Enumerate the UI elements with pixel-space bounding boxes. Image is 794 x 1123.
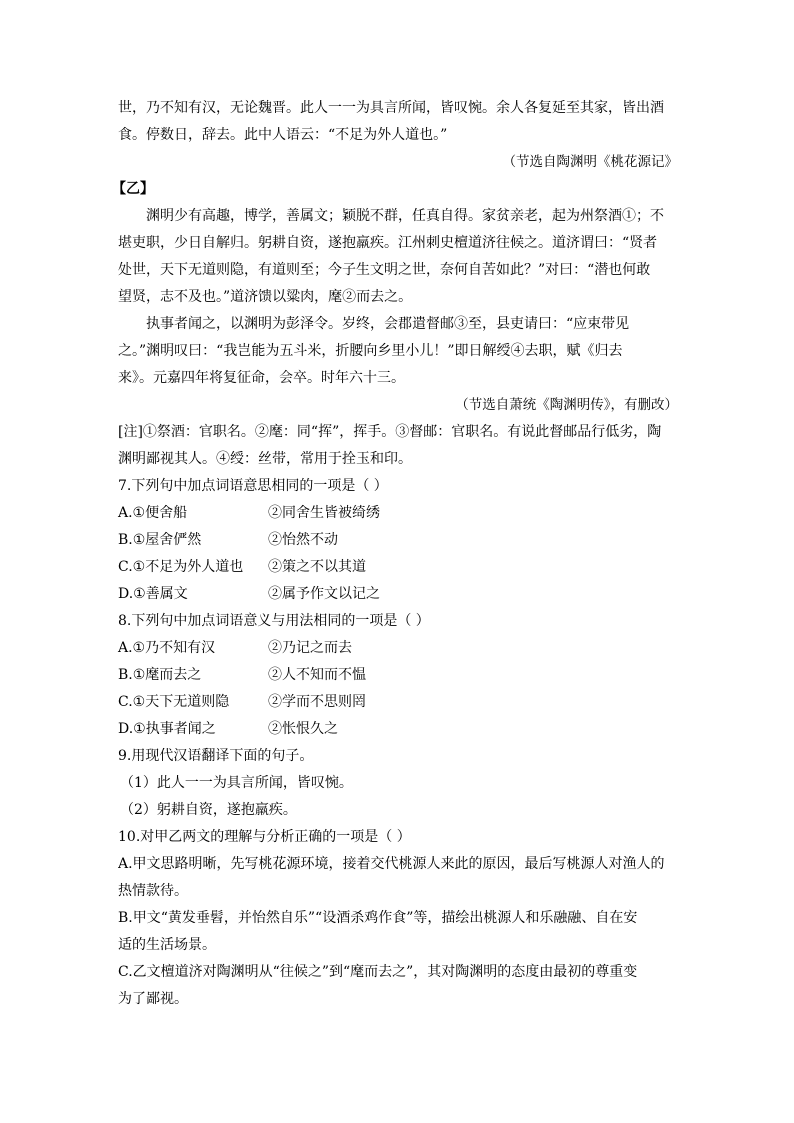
exam-page: [112, 95, 678, 1013]
question-7-option-c[interactable]: [118, 554, 678, 581]
question-9-stem: 9.用现代汉语翻译下面的句子。: [118, 748, 314, 764]
notes-line: 渊明鄙视其人。④绶：丝带，常用于拴玉和印。: [118, 451, 412, 467]
option-left: B.①屋舍俨然: [118, 532, 202, 548]
question-10-option-b[interactable]: B.甲文“黄发垂髫，并怡然自乐”“设酒杀鸡作食”等，描绘出桃源人和乐融融、自在安: [118, 910, 638, 926]
yi-para2-line: 执事者闻之，以渊明为彭泽令。岁终，会郡遣督邮③至，县吏请曰：“应束带见: [146, 316, 630, 332]
notes-line: [注]①祭酒：官职名。②麾：同“挥”，挥手。③督邮：官职名。有说此督邮品行低劣，陶: [118, 424, 662, 440]
yi-para1-line: 望贤，志不及也。”道济馈以粱肉，麾②而去之。: [118, 289, 413, 305]
question-10-option-a-cont: 热情款待。: [118, 883, 188, 899]
question-10-stem: 10.对甲乙两文的理解与分析正确的一项是（ ）: [118, 829, 411, 845]
yi-para1-line: 处世，天下无道则隐，有道则至；今子生文明之世，奈何自苦如此？”对曰：“潜也何敢: [118, 262, 651, 278]
option-right: ②学而不思则罔: [268, 694, 366, 710]
question-7-option-a[interactable]: [118, 500, 678, 527]
option-right: ②乃记之而去: [268, 640, 352, 656]
question-10-option-b-cont: 适的生活场景。: [118, 937, 216, 953]
option-right: ②怅恨久之: [268, 721, 338, 737]
option-right: ②同舍生皆被绮绣: [268, 505, 380, 521]
option-right: ②怡然不动: [268, 532, 338, 548]
question-8-option-c[interactable]: [118, 689, 678, 716]
question-8-option-a[interactable]: [118, 635, 678, 662]
question-8-option-b[interactable]: [118, 662, 678, 689]
yi-para1-line: 渊明少有高趣，博学，善属文；颖脱不群，任真自得。家贫亲老，起为州祭酒①；不: [146, 208, 664, 224]
option-left: C.①天下无道则隐: [118, 694, 230, 710]
question-10-option-a[interactable]: A.甲文思路明晰，先写桃花源环境，接着交代桃源人来此的原因，最后写桃源人对渔人的: [118, 856, 665, 872]
question-7-option-d[interactable]: [118, 581, 678, 608]
option-left: C.①不足为外人道也: [118, 559, 244, 575]
option-right: ②人不知而不愠: [268, 667, 366, 683]
option-left: B.①麾而去之: [118, 667, 202, 683]
yi-heading: 【乙】: [112, 181, 154, 197]
yi-source: （节选自萧统《陶渊明传》，有删改）: [455, 397, 678, 413]
yi-para2-line: 来》。元嘉四年将复征命，会卒。时年六十三。: [118, 370, 405, 386]
jia-text-line: 食。停数日，辞去。此中人语云：“不足为外人道也。”: [118, 127, 448, 143]
question-7-option-b[interactable]: [118, 527, 678, 554]
jia-text-line: 世，乃不知有汉，无论魏晋。此人一一为具言所闻，皆叹惋。余人各复延至其家，皆出酒: [118, 100, 664, 116]
option-right: ②属予作文以记之: [268, 586, 380, 602]
option-right: ②策之不以其道: [268, 559, 366, 575]
yi-para2-line: 之。”渊明叹曰：“我岂能为五斗米，折腰向乡里小儿！”即日解绶④去职，赋《归去: [118, 343, 623, 359]
question-10-option-c-cont: 为了鄙视。: [118, 991, 188, 1007]
option-left: D.①善属文: [118, 586, 188, 602]
option-left: A.①便舍船: [118, 505, 188, 521]
question-7-stem: 7.下列句中加点词语意思相同的一项是（ ）: [118, 478, 388, 494]
option-left: A.①乃不知有汉: [118, 640, 216, 656]
question-9-item: （2）躬耕自资，遂抱羸疾。: [120, 802, 297, 818]
option-left: D.①执事者闻之: [118, 721, 216, 737]
jia-source: （节选自陶渊明《桃花源记》: [502, 154, 678, 170]
yi-para1-line: 堪吏职，少日自解归。躬耕自资，遂抱羸疾。江州刺史檀道济往候之。道济谓曰：“贤者: [118, 235, 658, 251]
question-9-item: （1）此人一一为具言所闻，皆叹惋。: [120, 775, 353, 791]
question-10-option-c[interactable]: C.乙文檀道济对陶渊明从“往候之”到“麾而去之”，其对陶渊明的态度由最初的尊重变: [118, 964, 638, 980]
question-8-stem: 8.下列句中加点词语意义与用法相同的一项是（ ）: [118, 613, 430, 629]
question-8-option-d[interactable]: [118, 716, 678, 743]
